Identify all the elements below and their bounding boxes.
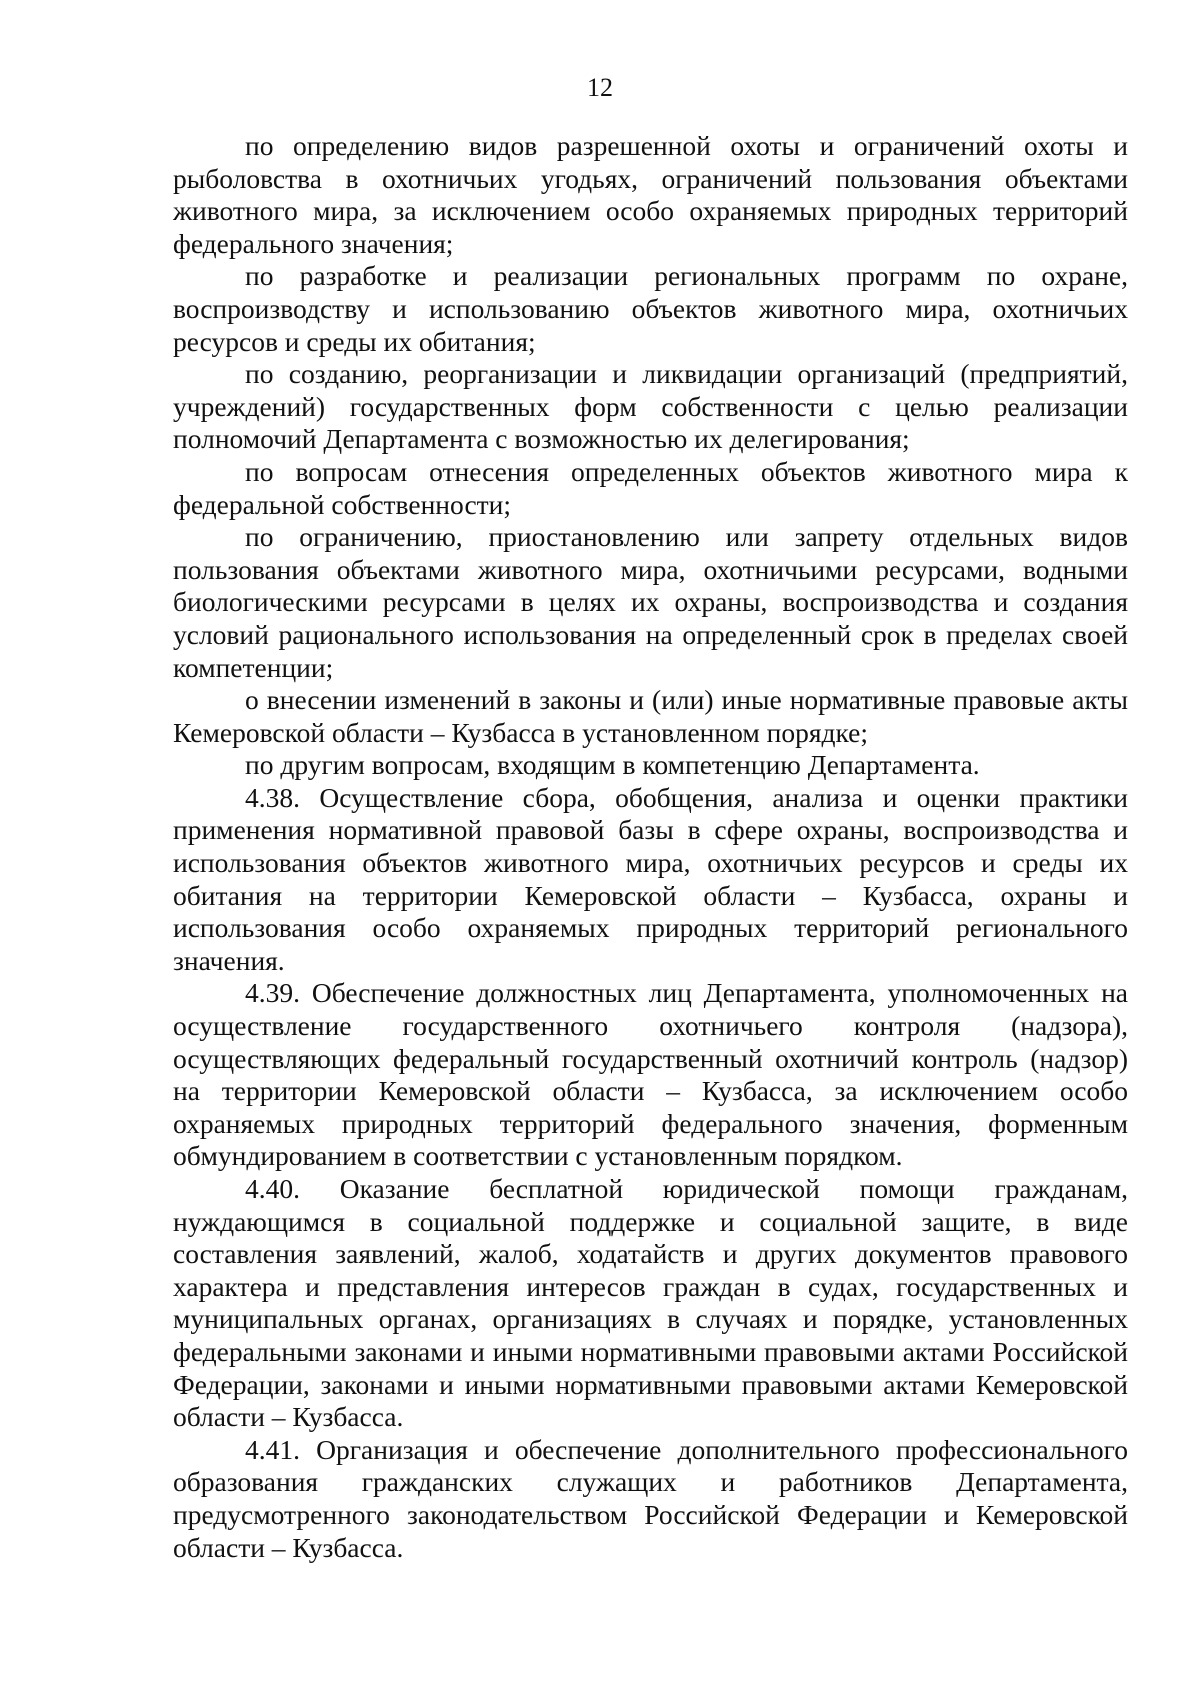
paragraph-4-38: 4.38. Осуществление сбора, обобщения, анализа и оценки практики применения нормативной правовой базы в сфере охраны, воспроизводства и использования объектов животного мира, охотничьих ресурсов и среды их обитания на территории Кемеровской области – Кузбасса, охраны и использования особо охраняемых природных территорий регионального значения. <box>173 781 1128 976</box>
paragraph: по другим вопросам, входящим в компетенцию Департамента. <box>245 749 980 781</box>
document-body <box>173 130 1128 1564</box>
paragraph-4-41: 4.41. Организация и обеспечение дополнительного профессионального образования гражданских служащих и работников Департамента, предусмотренного законодательством Российской Федерации и Кемеровской области – Кузбасса. <box>173 1433 1128 1563</box>
paragraph: о внесении изменений в законы и (или) иные нормативные правовые акты Кемеровской области – Кузбасса в установленном порядке; <box>173 684 1128 748</box>
page-number: 12 <box>587 73 613 102</box>
paragraph: по вопросам отнесения определенных объектов животного мира к федеральной собственности; <box>173 455 1128 520</box>
paragraph-4-39: 4.39. Обеспечение должностных лиц Департамента, уполномоченных на осуществление государственного охотничьего контроля (надзора), осуществляющих федеральный государственный охотничий контроль (надзор) на территории Кемеровской области – Кузбасса, за исключением особо охраняемых природных территорий федерального значения, форменным обмундированием в соответствии с установленным порядком. <box>173 977 1128 1172</box>
paragraph: по разработке и реализации региональных программ по охране, воспроизводству и использованию объектов животного мира, охотничьих ресурсов и среды их обитания; <box>173 260 1128 357</box>
paragraph-4-40: 4.40. Оказание бесплатной юридической помощи гражданам, нуждающимся в социальной поддержке и социальной защите, в виде составления заявлений, жалоб, ходатайств и других документов правового характера и представления интересов граждан в судах, государственных и муниципальных органах, организациях в случаях и порядке, установленных федеральными законами и иными нормативными правовыми актами Российской Федерации, законами и иными нормативными правовыми актами Кемеровской области – Кузбасса. <box>173 1173 1128 1433</box>
paragraph: по созданию, реорганизации и ликвидации организаций (предприятий, учреждений) государственных форм собственности с целью реализации полномочий Департамента с возможностью их делегирования; <box>173 358 1128 455</box>
paragraph: по определению видов разрешенной охоты и ограничений охоты и рыболовства в охотничьих угодьях, ограничений пользования объектами животного мира, за исключением особо охраняемых природных территорий федерального значения; <box>173 130 1128 259</box>
paragraph: по ограничению, приостановлению или запрету отдельных видов пользования объектами животного мира, охотничьими ресурсами, водными биологическими ресурсами в целях их охраны, воспроизводства и создания условий рационального использования на определенный срок в пределах своей компетенции; <box>173 521 1128 683</box>
